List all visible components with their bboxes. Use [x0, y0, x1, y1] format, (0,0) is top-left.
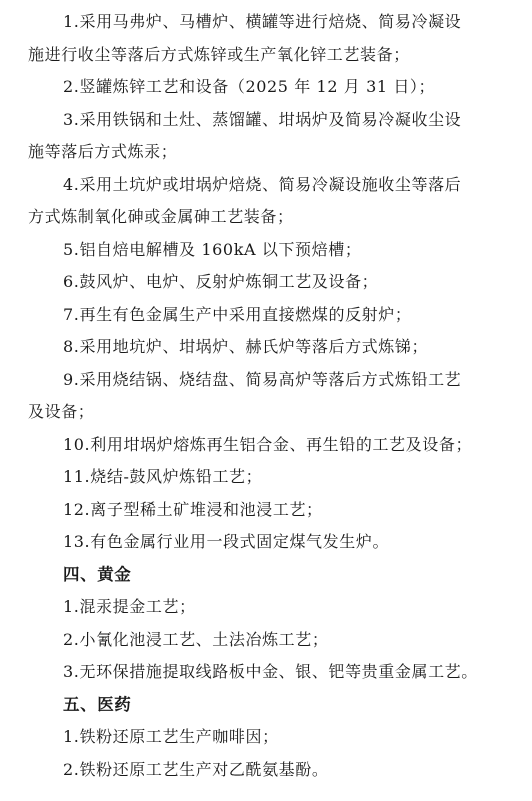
text-line: 13.有色金属行业用一段式固定煤气发生炉。: [63, 532, 390, 551]
text-line: 1.采用马弗炉、马槽炉、横罐等进行焙烧、简易冷凝设: [63, 12, 462, 31]
list-item: [28, 169, 514, 234]
text-line: 施等落后方式炼汞；: [28, 142, 178, 161]
list-item: [28, 364, 514, 429]
list-item: [28, 591, 514, 624]
text-line: 7.再生有色金属生产中采用直接燃煤的反射炉；: [63, 304, 412, 324]
text-line: 2.竖罐炼锌工艺和设备（2025 年 12 月 31 日）；: [63, 77, 436, 96]
list-item: [28, 624, 514, 657]
list-item: [28, 429, 514, 462]
list-item: [28, 104, 514, 169]
list-item: [28, 721, 514, 754]
list-item: [28, 461, 514, 494]
list-item: [28, 71, 514, 104]
section-heading-gold: 四、黄金: [63, 564, 132, 584]
list-item: [28, 234, 514, 267]
text-line: 8.采用地坑炉、坩埚炉、赫氏炉等落后方式炼锑；: [63, 337, 429, 356]
text-line: 12.离子型稀土矿堆浸和池浸工艺；: [63, 499, 323, 519]
text-line: 11.烧结-鼓风炉炼铅工艺；: [63, 467, 263, 486]
text-line: 3.采用铁锅和土灶、蒸馏罐、坩埚炉及简易冷凝收尘设: [63, 109, 462, 129]
text-line: 6.鼓风炉、电炉、反射炉炼铜工艺及设备；: [63, 272, 379, 291]
list-item: [28, 299, 514, 332]
list-item: [28, 656, 514, 689]
text-line: 3.无环保措施提取线路板中金、银、钯等贵重金属工艺。: [63, 662, 478, 681]
text-line: 1.混汞提金工艺；: [63, 597, 196, 616]
list-item: [28, 754, 514, 787]
text-line: 2.小氰化池浸工艺、土法冶炼工艺；: [63, 629, 329, 649]
text-line: 5.铝自焙电解槽及 160kA 以下预焙槽；: [63, 239, 362, 259]
text-line: 及设备；: [28, 402, 95, 421]
section-heading-medicine: 五、医药: [63, 694, 132, 714]
text-line: 施进行收尘等落后方式炼锌或生产氧化锌工艺装备；: [28, 44, 410, 64]
list-item: [28, 526, 514, 559]
text-line: 10.利用坩埚炉熔炼再生铝合金、再生铅的工艺及设备；: [63, 434, 473, 454]
text-line: 2.铁粉还原工艺生产对乙酰氨基酚。: [63, 759, 329, 779]
list-item: [28, 494, 514, 527]
text-line: 方式炼制氧化砷或金属砷工艺装备；: [28, 207, 294, 226]
text-line: 4.采用土坑炉或坩埚炉焙烧、简易冷凝设施收尘等落后: [63, 174, 462, 194]
list-item: [28, 266, 514, 299]
list-item: [28, 331, 514, 364]
text-line: 1.铁粉还原工艺生产咖啡因；: [63, 727, 279, 746]
list-item: [28, 6, 514, 71]
text-line: 9.采用烧结锅、烧结盘、简易高炉等落后方式炼铅工艺: [63, 369, 462, 389]
